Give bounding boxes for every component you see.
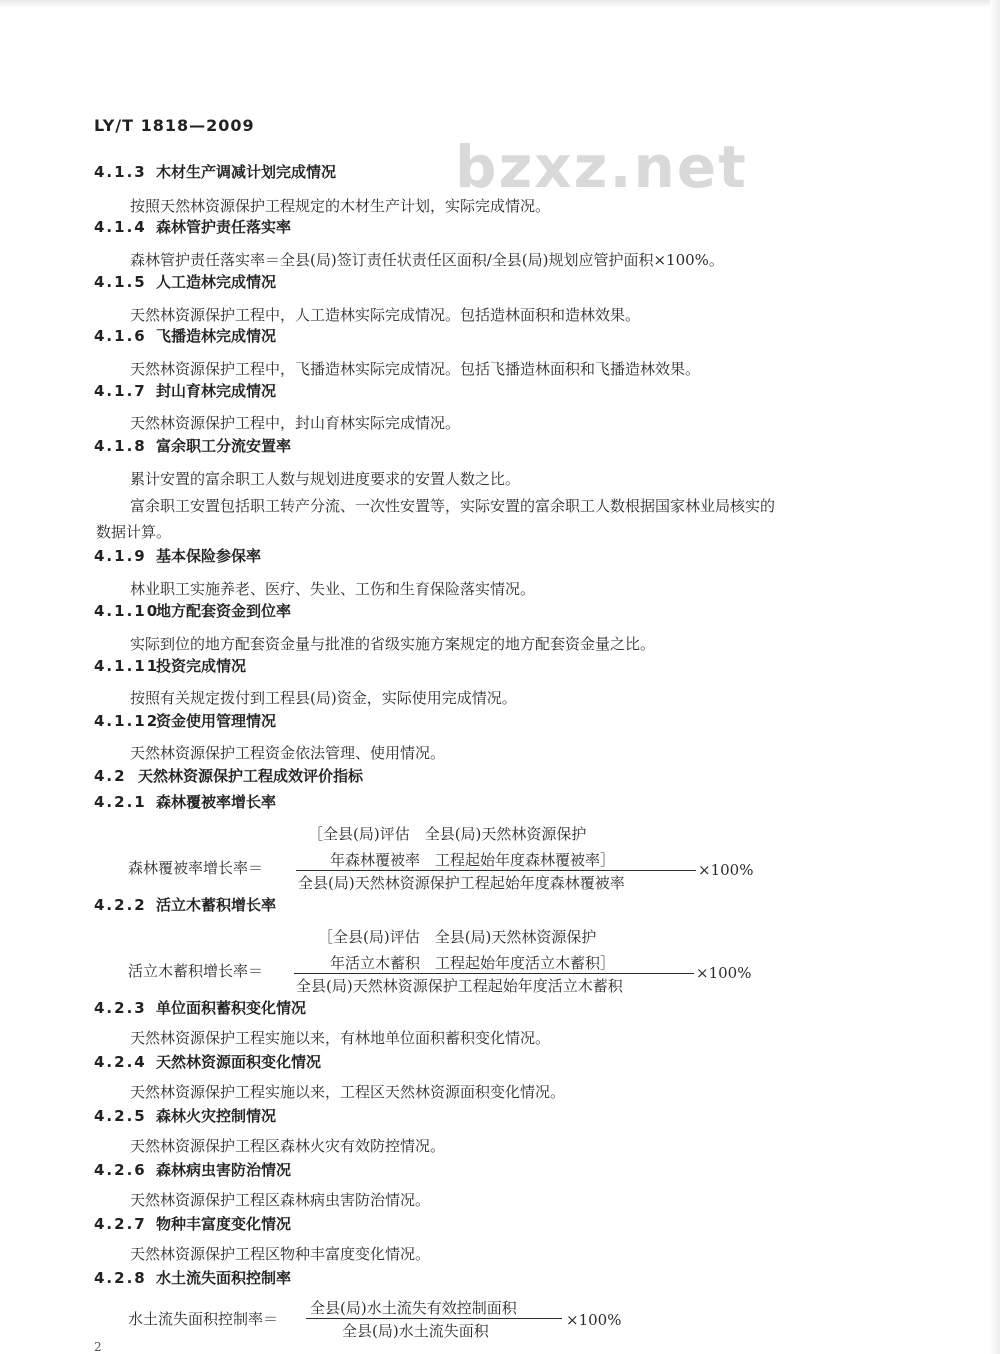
section-title: 森林病虫害防治情况 <box>156 1161 292 1179</box>
section-title: 森林管护责任落实率 <box>156 218 292 236</box>
formula-4-2-8-factor: ×100% <box>566 1311 622 1329</box>
section-title: 地方配套资金到位率 <box>156 602 292 620</box>
section-title: 活立木蓄积增长率 <box>156 896 277 914</box>
formula-4-2-8-lhs: 水土流失面积控制率＝ <box>128 1310 279 1328</box>
section-heading-4-1-3 <box>94 158 336 186</box>
section-number: 4.1.11 <box>94 657 160 675</box>
section-heading-4-1-10 <box>94 597 291 625</box>
formula-4-2-1-denominator: 全县(局)天然林资源保护工程起始年度森林覆被率 <box>298 874 625 892</box>
section-number: 4.2.6 <box>94 1161 147 1179</box>
section-heading-4-1-11 <box>94 652 246 680</box>
fraction-bar <box>296 870 696 871</box>
section-number: 4.1.5 <box>94 273 147 291</box>
section-number: 4.1.10 <box>94 602 160 620</box>
section-heading-4-2-7 <box>94 1210 291 1238</box>
section-number: 4.2.8 <box>94 1269 147 1287</box>
section-title: 人工造林完成情况 <box>156 273 277 291</box>
section-number: 4.2.7 <box>94 1215 147 1233</box>
section-heading-4-1-5 <box>94 268 276 296</box>
formula-4-2-2-inner-bottom: 年活立木蓄积 工程起始年度活立木蓄积］ <box>330 954 616 972</box>
section-text-4-1-12: 天然林资源保护工程资金依法管理、使用情况。 <box>130 744 446 762</box>
formula-4-2-2-inner-top: ［全县(局)评估 全县(局)天然林资源保护 <box>318 928 597 946</box>
section-text-4-1-5: 天然林资源保护工程中，人工造林实际完成情况。包括造林面积和造林效果。 <box>130 306 641 324</box>
section-text-4-1-9: 林业职工实施养老、医疗、失业、工伤和生育保险落实情况。 <box>130 580 536 598</box>
section-heading-4-1-7 <box>94 377 276 405</box>
section-title: 投资完成情况 <box>156 657 247 675</box>
formula-4-2-8-denominator: 全县(局)水土流失面积 <box>342 1322 489 1340</box>
section-number: 4.1.8 <box>94 437 147 455</box>
section-number: 4.2.4 <box>94 1053 147 1071</box>
section-number: 4.1.9 <box>94 547 147 565</box>
section-heading-4-2-3 <box>94 994 306 1022</box>
section-title: 天然林资源保护工程成效评价指标 <box>138 767 364 785</box>
formula-4-2-2-factor: ×100% <box>696 964 752 982</box>
section-text-4-1-4: 森林管护责任落实率＝全县(局)签订责任状责任区面积/全县(局)规划应管护面积×100%。 <box>130 251 724 269</box>
formula-4-2-1-inner-bottom: 年森林覆被率 工程起始年度森林覆被率］ <box>330 851 616 869</box>
page-number: 2 <box>94 1340 102 1354</box>
section-number: 4.1.12 <box>94 712 160 730</box>
section-title: 天然林资源面积变化情况 <box>156 1053 322 1071</box>
section-text-4-2-6: 天然林资源保护工程区森林病虫害防治情况。 <box>130 1191 431 1209</box>
fraction-bar <box>294 973 694 974</box>
watermark: bzxz.net <box>455 133 748 201</box>
section-number: 4.2.2 <box>94 896 147 914</box>
section-text-4-2-3: 天然林资源保护工程实施以来，有林地单位面积蓄积变化情况。 <box>130 1029 551 1047</box>
standard-code: LY/T 1818—2009 <box>94 116 255 135</box>
section-title: 木材生产调减计划完成情况 <box>156 163 337 181</box>
section-title: 水土流失面积控制率 <box>156 1269 292 1287</box>
section-text-4-2-4: 天然林资源保护工程实施以来，工程区天然林资源面积变化情况。 <box>130 1083 566 1101</box>
section-heading-4-2-6 <box>94 1156 291 1184</box>
formula-4-2-1-inner-top: ［全县(局)评估 全县(局)天然林资源保护 <box>308 825 587 843</box>
formula-4-2-1-factor: ×100% <box>698 861 754 879</box>
section-heading-4-2-8 <box>94 1264 291 1292</box>
section-title: 单位面积蓄积变化情况 <box>156 999 307 1017</box>
section-text-4-1-6: 天然林资源保护工程中，飞播造林实际完成情况。包括飞播造林面积和飞播造林效果。 <box>130 360 701 378</box>
section-text-4-1-7: 天然林资源保护工程中，封山育林实际完成情况。 <box>130 414 461 432</box>
section-title: 富余职工分流安置率 <box>156 437 292 455</box>
page-top-shadow <box>0 0 1000 8</box>
section-number: 4.1.6 <box>94 327 147 345</box>
section-number: 4.1.4 <box>94 218 147 236</box>
section-heading-4-1-12 <box>94 707 276 735</box>
section-title: 封山育林完成情况 <box>156 382 277 400</box>
section-number: 4.1.3 <box>94 163 147 181</box>
section-heading-4-2 <box>94 762 363 790</box>
section-heading-4-1-4 <box>94 213 291 241</box>
section-title: 森林覆被率增长率 <box>156 793 277 811</box>
formula-4-2-2-lhs: 活立木蓄积增长率＝ <box>128 962 264 980</box>
section-text-4-1-8-c: 数据计算。 <box>96 523 172 541</box>
section-number: 4.2.5 <box>94 1107 147 1125</box>
section-text-4-1-3: 按照天然林资源保护工程规定的木材生产计划，实际完成情况。 <box>130 197 551 215</box>
section-text-4-2-5: 天然林资源保护工程区森林火灾有效防控情况。 <box>130 1137 446 1155</box>
section-heading-4-2-4 <box>94 1048 321 1076</box>
section-text-4-2-7: 天然林资源保护工程区物种丰富度变化情况。 <box>130 1245 431 1263</box>
page-right-shadow <box>990 0 1000 1354</box>
section-title: 物种丰富度变化情况 <box>156 1215 292 1233</box>
section-heading-4-2-2 <box>94 891 276 919</box>
section-heading-4-1-6 <box>94 322 276 350</box>
section-heading-4-2-5 <box>94 1102 276 1130</box>
section-text-4-1-10: 实际到位的地方配套资金量与批准的省级实施方案规定的地方配套资金量之比。 <box>130 635 656 653</box>
section-title: 飞播造林完成情况 <box>156 327 277 345</box>
formula-4-2-2-denominator: 全县(局)天然林资源保护工程起始年度活立木蓄积 <box>296 977 623 995</box>
section-heading-4-1-9 <box>94 542 261 570</box>
section-title: 资金使用管理情况 <box>156 712 277 730</box>
section-number: 4.1.7 <box>94 382 147 400</box>
formula-4-2-1-lhs: 森林覆被率增长率＝ <box>128 859 264 877</box>
fraction-bar <box>306 1318 562 1319</box>
section-text-4-1-8-b: 富余职工安置包括职工转产分流、一次性安置等，实际安置的富余职工人数根据国家林业局核实的 <box>130 497 776 515</box>
section-number: 4.2 <box>94 767 127 785</box>
section-number: 4.2.1 <box>94 793 147 811</box>
section-heading-4-2-1 <box>94 788 276 816</box>
section-heading-4-1-8 <box>94 432 291 460</box>
section-text-4-1-8-a: 累计安置的富余职工人数与规划进度要求的安置人数之比。 <box>130 470 521 488</box>
section-text-4-1-11: 按照有关规定拨付到工程县(局)资金，实际使用完成情况。 <box>130 689 517 707</box>
section-title: 基本保险参保率 <box>156 547 262 565</box>
section-title: 森林火灾控制情况 <box>156 1107 277 1125</box>
section-number: 4.2.3 <box>94 999 147 1017</box>
formula-4-2-8-numerator: 全县(局)水土流失有效控制面积 <box>310 1299 517 1317</box>
